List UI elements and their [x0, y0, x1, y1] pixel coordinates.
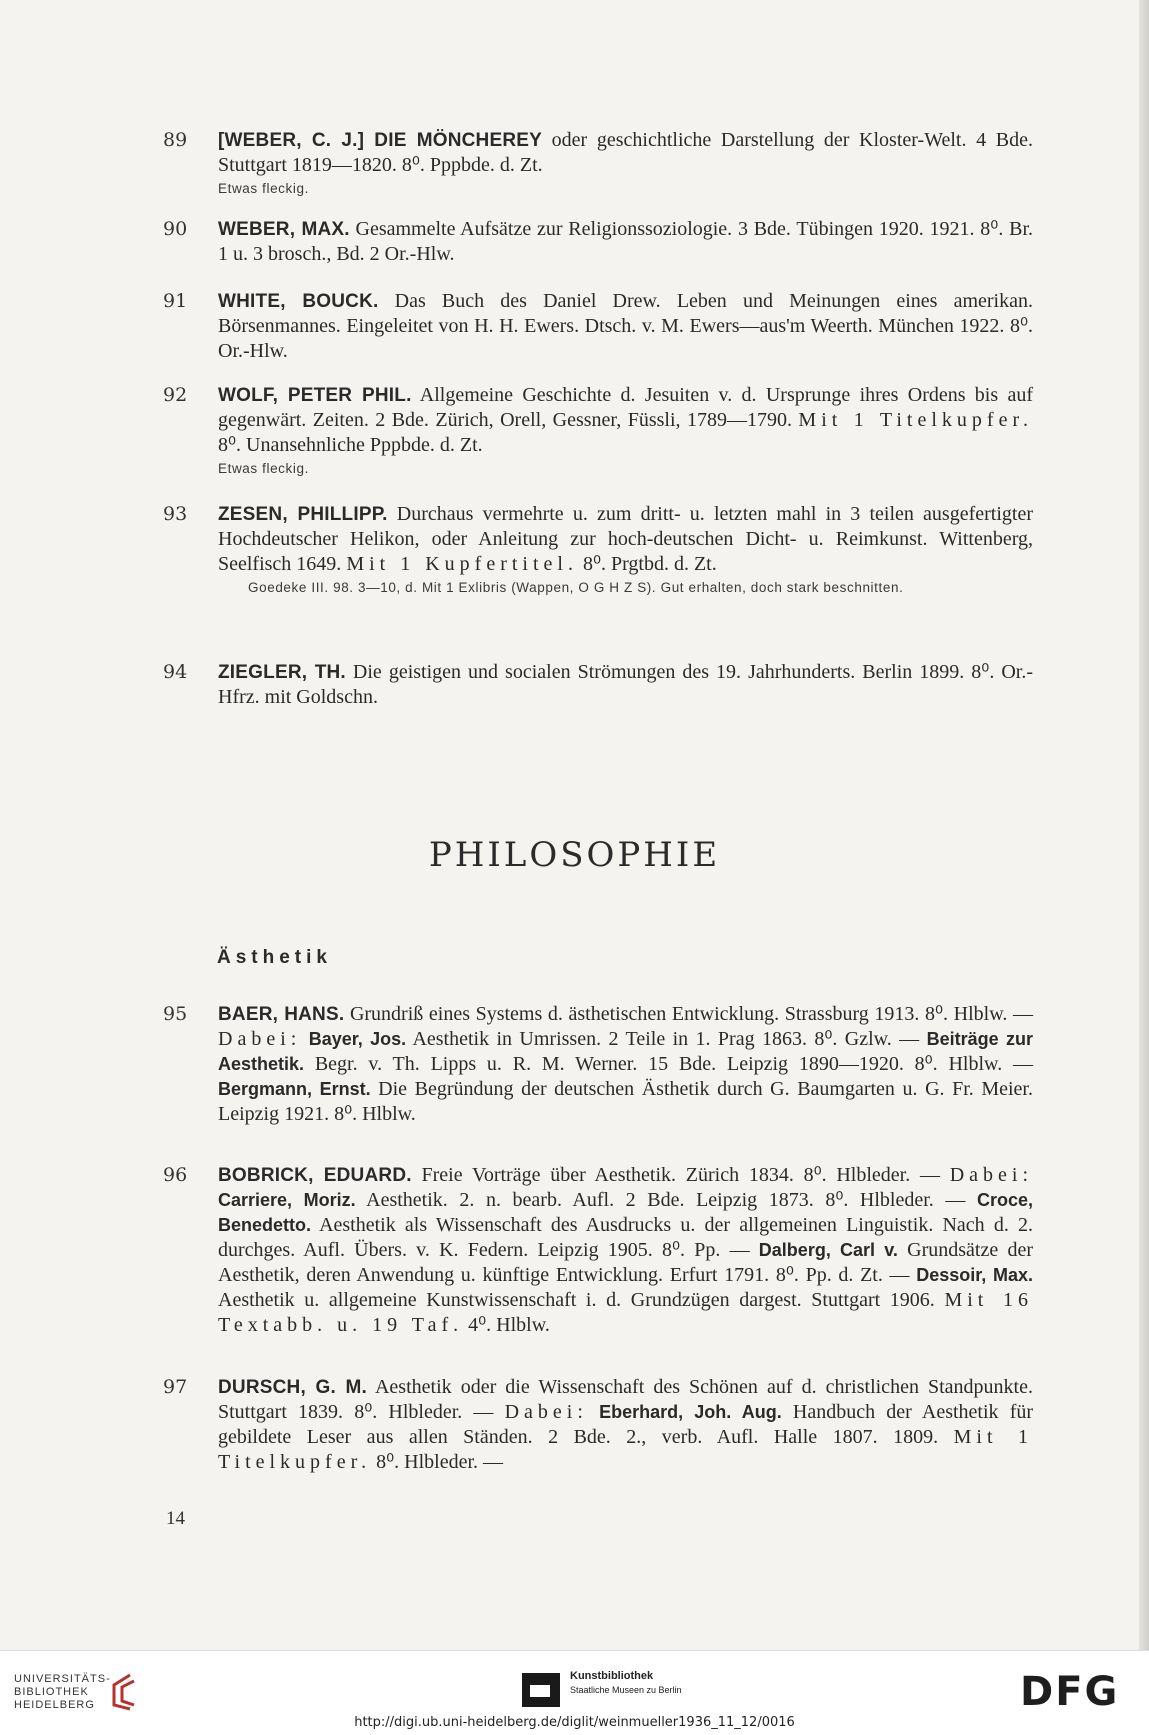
entry-number: 94	[163, 661, 188, 683]
catalog-entry-89	[163, 128, 1033, 197]
entry-heading: ZESEN, PHILLIPP.	[218, 504, 388, 525]
entry-heading: BOBRICK, EDUARD.	[218, 1165, 412, 1186]
university-emblem-icon	[108, 1671, 142, 1711]
page-edge	[1139, 0, 1149, 1650]
permalink-url[interactable]: http://digi.ub.uni-heidelberg.de/diglit/weinmueller1936_11_12/0016	[354, 1715, 795, 1730]
entry-heading: WOLF, PETER PHIL.	[218, 385, 412, 406]
catalog-entry-93	[163, 502, 1033, 596]
entry-text: [WEBER, C. J.] DIE MÖNCHEREY oder geschichtliche Darstellung der Kloster-Welt. 4 Bde. Stuttgart 1819—1820. 8⁰. Pppbde. d. Zt.	[218, 129, 1033, 176]
page-number: 14	[166, 1508, 185, 1529]
entry-text: ZESEN, PHILLIPP. Durchaus vermehrte u. zum dritt- u. letzten mahl in 3 teilen ausgefertigter Hochdeutscher Helikon, oder Anleitung zur hoch-deutschen Dicht- u. Reimkunst. Wittenberg, Seelfisch 1649. Mit 1 Kupfertitel. 8⁰. Prgtbd. d. Zt.	[218, 503, 1034, 575]
entry-text: WHITE, BOUCK. Das Buch des Daniel Drew. Leben und Meinungen eines amerikan. Börsenmannes. Eingeleitet von H. H. Ewers. Dtsch. v. M. Ewers—aus'm Weerth. München 1922. 8⁰. Or.-Hlw.	[218, 290, 1033, 362]
entry-text: ZIEGLER, TH. Die geistigen und socialen Strömungen des 19. Jahrhunderts. Berlin 1899. 8⁰. Or.-Hfrz. mit Goldschn.	[218, 661, 1033, 708]
entry-text: DURSCH, G. M. Aesthetik oder die Wissenschaft des Schönen auf d. christlichen Standpunkte. Stuttgart 1839. 8⁰. Hlbleder. — Dabei: Eberhard, Joh. Aug. Handbuch der Aesthetik für gebildete Leser aus allen Ständen. 2 Bde. 2., verb. Aufl. Halle 1807. 1809. Mit 1 Titelkupfer. 8⁰. Hlbleder. —	[218, 1376, 1034, 1473]
entry-heading: [WEBER, C. J.] DIE MÖNCHEREY	[218, 130, 543, 151]
catalog-entry-96	[163, 1163, 1033, 1338]
entry-note: Goedeke III. 98. 3—10, d. Mit 1 Exlibris (Wappen, O G H Z S). Gut erhalten, doch stark beschnitten.	[248, 580, 904, 595]
entry-text: BAER, HANS. Grundriß eines Systems d. ästhetischen Entwicklung. Strassburg 1913. 8⁰. Hlblw. — Dabei: Bayer, Jos. Aesthetik in Umrissen. 2 Teile in 1. Prag 1863. 8⁰. Gzlw. — Beiträge zur Aesthetik. Begr. v. Th. Lipps u. R. M. Werner. 15 Bde. Leipzig 1890—1920. 8⁰. Hlblw. — Bergmann, Ernst. Die Begründung der deutschen Ästhetik durch G. Baumgarten u. G. Fr. Meier. Leipzig 1921. 8⁰. Hlblw.	[218, 1003, 1033, 1125]
dfg-logo[interactable]: DFG	[1020, 1669, 1120, 1715]
subsection-heading: Ästhetik	[217, 947, 332, 968]
entry-number: 96	[163, 1164, 188, 1186]
catalog-entry-90	[163, 217, 1033, 267]
entry-heading: WEBER, MAX.	[218, 219, 350, 240]
entry-note: Etwas fleckig.	[218, 461, 309, 476]
entry-text: BOBRICK, EDUARD. Freie Vorträge über Aesthetik. Zürich 1834. 8⁰. Hlbleder. — Dabei: Carriere, Moriz. Aesthetik. 2. n. bearb. Aufl. 2 Bde. Leipzig 1873. 8⁰. Hlbleder. — Croce, Benedetto. Aesthetik als Wissenschaft des Ausdrucks u. der allgemeinen Linguistik. Nach d. 2. durchges. Aufl. Übers. v. K. Federn. Leipzig 1905. 8⁰. Pp. — Dalberg, Carl v. Grundsätze der Aesthetik, deren Anwendung u. künftige Entwicklung. Erfurt 1791. 8⁰. Pp. d. Zt. — Dessoir, Max. Aesthetik u. allgemeine Kunstwissenschaft i. d. Grundzügen dargest. Stuttgart 1906. Mit 16 Textabb. u. 19 Taf. 4⁰. Hlblw.	[218, 1164, 1034, 1336]
catalog-entry-91	[163, 289, 1033, 364]
entry-heading: WHITE, BOUCK.	[218, 291, 379, 312]
footer-bar: UNIVERSITÄTS- BIBLIOTHEK HEIDELBERG Kunstbibliothek Staatliche Museen zu Berlin DFG http://digi.ub.uni-heidelberg.de/diglit/weinmueller1936_11_12/0016	[0, 1650, 1149, 1735]
entry-number: 89	[163, 129, 188, 151]
entry-text: WEBER, MAX. Gesammelte Aufsätze zur Religionssoziologie. 3 Bde. Tübingen 1920. 1921. 8⁰. Br. 1 u. 3 brosch., Bd. 2 Or.-Hlw.	[218, 218, 1033, 265]
entry-heading: ZIEGLER, TH.	[218, 662, 346, 683]
catalog-entry-97	[163, 1375, 1033, 1475]
entry-number: 95	[163, 1003, 188, 1025]
section-title: PHILOSOPHIE	[428, 835, 721, 875]
entry-text: WOLF, PETER PHIL. Allgemeine Geschichte d. Jesuiten v. d. Ursprunge ihres Ordens bis auf gegenwärt. Zeiten. 2 Bde. Zürich, Orell, Gessner, Füssli, 1789—1790. Mit 1 Titelkupfer. 8⁰. Unansehnliche Pppbde. d. Zt.	[218, 384, 1033, 456]
entry-number: 90	[163, 218, 188, 240]
entry-heading: DURSCH, G. M.	[218, 1377, 368, 1398]
entry-number: 93	[163, 503, 188, 525]
entry-number: 91	[163, 290, 188, 312]
catalog-entry-92	[163, 383, 1033, 477]
kunstbibliothek-mark-icon	[522, 1673, 560, 1707]
university-library-logo[interactable]: UNIVERSITÄTS- BIBLIOTHEK HEIDELBERG	[14, 1673, 111, 1711]
catalog-entry-95	[163, 1002, 1033, 1127]
entry-number: 97	[163, 1376, 188, 1398]
entry-note: Etwas fleckig.	[218, 181, 309, 196]
entry-number: 92	[163, 384, 188, 406]
catalog-entry-94	[163, 660, 1033, 710]
entry-heading: BAER, HANS.	[218, 1004, 345, 1025]
